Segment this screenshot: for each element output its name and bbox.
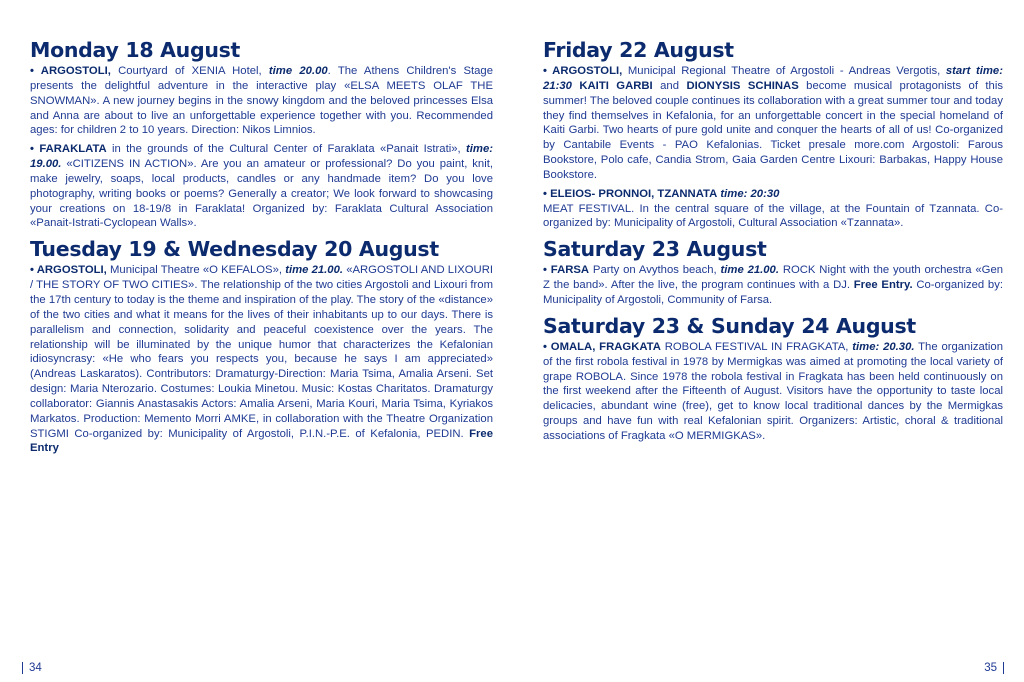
event-place: OMALA, FRAGKATA [550,340,661,353]
conjunction: and [652,79,687,92]
artist-name: DIONYSIS SCHINAS [686,79,799,92]
event-time: time: 19.00. [30,143,494,171]
day-heading-monday-18: Monday 18 August [30,38,241,62]
event-description: «CITIZENS IN ACTION». Are you an amateur or professional? Do you paint, knit, make jewelry, soaps, local products, candles or any handmade item? Do you love photography, writing books or poems? Generally a creator; We look forward to showcasing your creations on 18-19/8 in Faraklata! Organized by: Faraklata Cultural Association «Panait-Istrati-Cyclopean Walls». [30,158,493,230]
free-entry-label: Free Entry. [853,279,913,292]
bullet: • [30,264,37,277]
event-description: . The Athens Children's Stage presents the delightful adventure in the interactive play «ELSA MEETS OLAF THE SNOWMAN». A new journey begins in the snowy kingdom and the beloved princesses Elsa and Anna are about to live an unforgettable experience together with you. Recommended ages: for children 2 to 10 years. Direction: Nikos Limnios. [30,65,493,137]
event-venue: Party on Avythos beach, [589,264,721,277]
event-organizers: Co-organized by: Municipality of Argostoli, Community of Farsa. [543,279,1004,306]
event-time: time 20.00 [268,65,328,77]
event-time: time: 20.30. [852,340,915,353]
event-description: MEAT FESTIVAL. In the central square of the village, at the Fountain of Tzannata. Co-organized by: Municipality of Argostoli, Cultural Association «Tzannata». [543,202,1003,230]
event-place: ARGOSTOLI, [552,65,623,77]
event-argostoli-theatre [30,263,493,456]
event-description: The organization of the first robola festival in 1978 by Mermigkas was aimed at promoting the local variety of grape ROBOLA. Since 1978 the robola festival in Fragkata has been held continuously on the first weekend after the Fifteenth of August. Visitors have the opportunity to taste local delicacies, abundant wine (free), get to know local traditional dances by the Mermigkas groups and have fun with real Kefalonian spirit. Organizers: Artistic, choral & traditional associations of Fragkata «O MERMIGKAS». [543,340,1003,442]
event-place: ARGOSTOLI, [36,264,107,277]
event-time: time 21.00. [720,264,779,277]
event-place: FARSA [550,264,590,277]
event-title: ROBOLA FESTIVAL IN FRAGKATA, [660,340,853,353]
bullet: • [543,264,551,277]
left-page [30,36,493,460]
day-heading-saturday-sunday: Saturday 23 & Sunday 24 August [543,313,916,338]
bullet: • [543,65,553,77]
event-time: start time: 21:30 [543,65,1003,92]
bullet: • [30,143,40,156]
event-farsa [543,263,1003,308]
day-heading-tuesday-wednesday: Tuesday 19 & Wednesday 20 August [30,237,439,262]
free-entry-label: Free Entry [30,427,493,455]
event-venue: in the grounds of the Cultural Center of Faraklata «Panait Istrati», [106,143,467,156]
event-argostoli-concert [543,64,1003,183]
bullet: • [543,340,551,353]
bullet: • [30,65,41,77]
event-place: FARAKLATA [39,143,107,156]
bullet: • [543,187,551,200]
event-argostoli-xenia [30,64,493,138]
event-description: «ARGOSTOLI AND LIXOURI / THE STORY OF TWO CITIES». The relationship of the two cities Argostoli and Lixouri from the 17th century to today is the theme and inspiration of the play. The story of the «distance» of the two cities and what it means for the lives of their inhabitants up to our days. There is parallelism and connection, solidarity and peaceful coexistence over the years. The relationship will be illuminated by the unique humor that characterizes the Kefalonian idiosyncrasy: «He who fears you respects you, because he says I am appreciated» (Andreas Laskaratos). Contributors: Dramaturgy-Direction: Maria Tsima, Amalia Arseni. Set design: Maria Nterozario. Costumes: Loukia Minetou. Music: Kostas Charitatos. Dramaturgy collaborator: Giannis Anastasakis Actors: Amalia Arseni, Maria Kouri, Maria Tsima, Kyriakos Markatos. Production: Memento Morri AMKE, in collaboration with the Theatre Organization STIGMI Co-organized by: Municipality of Argostoli, P.I.N.-P.E. of Kefalonia, PEDIN. [30,264,493,440]
event-venue: Municipal Theatre «O KEFALOS», [106,264,286,277]
event-venue: Municipal Regional Theatre of Argostoli - Andreas Vergotis, [622,65,946,77]
day-heading-saturday-23: Saturday 23 August [543,237,767,262]
right-page [543,36,1003,448]
event-description: become musical protagonists of this summer! The beloved couple continues its collaboration with a great summer tour and today they find themselves in Kefalonia, for an unforgettable concert in the special homeland of Kaiti Garbi. Two hearts of pure gold unite and conquer the hearts of all of us! Co-organized by Cantabile Events - PAO Kefalonias. Ticket presale more.com Argostoli: Farous Bookstore, Polo cafe, Candia Strom, Gaia Garden Centre Lixouri: Barbakas, Happy House Bookstore. [543,79,1003,181]
event-place: ELEIOS- PRONNOI, TZANNATA [550,187,718,200]
event-faraklata [30,142,493,231]
event-place: ARGOSTOLI, [40,65,111,77]
event-omala-fragkata [543,340,1003,444]
page-number-left: 34 [22,662,42,674]
event-time: time 21.00. [285,264,344,277]
event-description: ROCK Night with the youth orchestra «Gen Z the band». After the live, the program continues with a DJ. [543,264,1004,292]
event-eleios-pronnoi [543,187,1003,232]
artist-name: KAITI GARBI [579,79,653,92]
event-venue: Courtyard of XENIA Hotel, [110,65,269,77]
page-number-right: 35 [984,662,1004,674]
event-time: time: 20:30 [720,187,780,200]
day-heading-friday-22: Friday 22 August [543,38,734,62]
